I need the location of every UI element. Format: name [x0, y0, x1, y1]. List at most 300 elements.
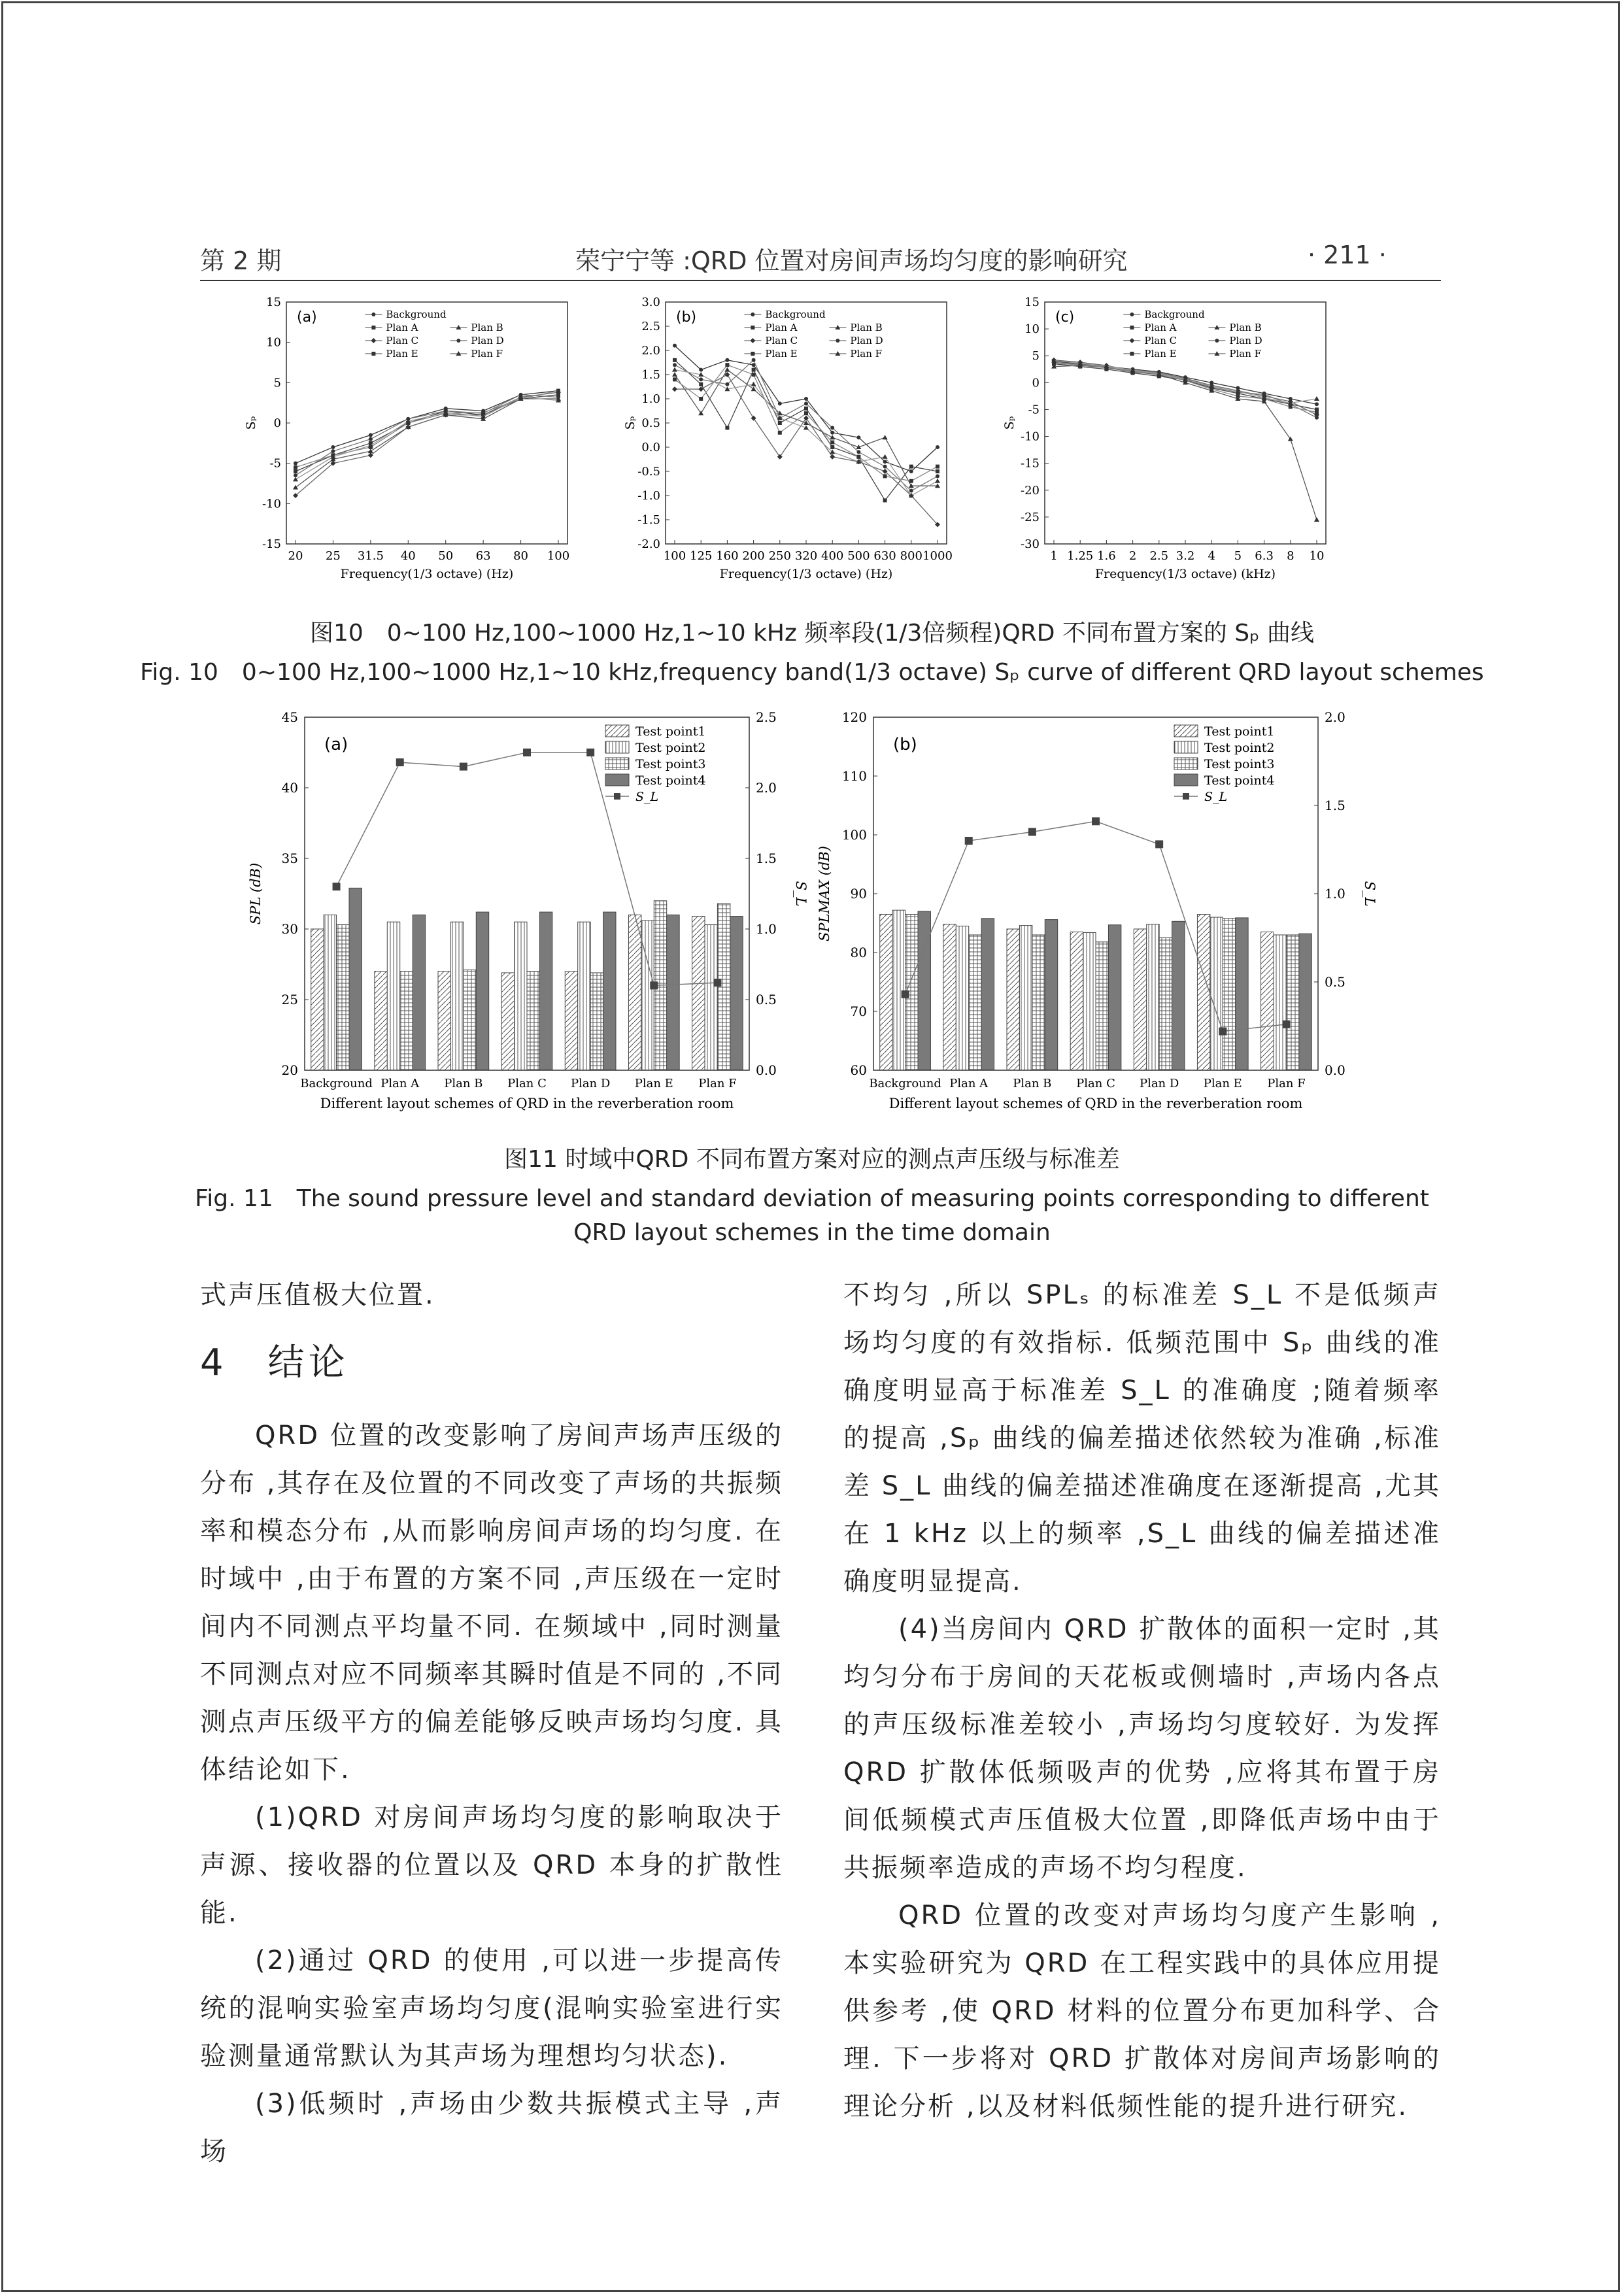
legend-marker	[1130, 326, 1134, 329]
fig11-caption-en-2: QRD layout schemes in the time domain	[573, 1219, 1051, 1246]
y2-tick-label: 1.5	[756, 851, 777, 866]
data-point	[1315, 411, 1319, 414]
x-tick-label: Plan F	[1267, 1077, 1306, 1090]
bar	[1083, 932, 1096, 1070]
fig10-caption-cn: 图10 0~100 Hz,100~1000 Hz,1~10 kHz 频率段(1/3倍频程)QRD 不同布置方案的 Sₚ 曲线	[309, 620, 1315, 647]
data-point	[294, 462, 297, 465]
bar	[1007, 929, 1019, 1070]
sl-point	[333, 883, 341, 890]
bar	[539, 912, 552, 1070]
bar	[1197, 915, 1210, 1071]
data-point	[369, 437, 373, 441]
data-point	[883, 498, 887, 502]
y-tick-label: -10	[1021, 430, 1040, 444]
legend-label: Plan F	[850, 348, 883, 360]
bar	[337, 925, 349, 1070]
bar	[476, 912, 488, 1070]
legend-label: Background	[1144, 309, 1205, 320]
series-line	[675, 360, 938, 501]
data-point	[830, 445, 834, 449]
y2-axis-label: S_L	[1362, 881, 1378, 907]
legend-swatch	[605, 758, 629, 769]
x-tick-label: 125	[690, 549, 713, 563]
body-paragraph: 式声压值极大位置.	[200, 1280, 435, 1310]
bar	[1172, 921, 1185, 1070]
data-point	[699, 368, 703, 372]
data-point	[1236, 394, 1240, 398]
legend-label: Plan D	[1229, 335, 1262, 346]
x-tick-label: 250	[768, 549, 791, 563]
data-point	[883, 460, 887, 464]
bar	[705, 925, 717, 1070]
bar	[667, 915, 679, 1070]
body-paragraph: (1)QRD 对房间声场均匀度的影响取决于声源、接收器的位置以及 QRD 本身的扩散性能.	[200, 1802, 783, 1928]
y-tick-label: -5	[1028, 403, 1040, 417]
legend-label: Test point3	[1204, 757, 1275, 771]
data-point	[294, 473, 297, 477]
y-tick-label: -5	[269, 456, 281, 471]
data-point	[883, 474, 887, 478]
legend-marker	[1129, 338, 1134, 343]
legend-swatch	[605, 725, 629, 737]
x-tick-label: 8	[1287, 549, 1294, 563]
sl-point	[1219, 1028, 1226, 1036]
y-tick-label: 40	[281, 780, 298, 796]
panel-label: (c)	[1055, 309, 1075, 326]
data-point	[725, 382, 729, 386]
x-tick-label: 160	[716, 549, 739, 563]
data-point	[725, 358, 729, 362]
x-tick-label: Background	[869, 1077, 941, 1090]
fig11-caption-en-1: Fig. 11 The sound pressure level and standard deviation of measuring points corresponding to different	[195, 1185, 1429, 1212]
x-tick-label: 1000	[922, 549, 953, 563]
legend-marker	[751, 312, 754, 316]
y-tick-label: -15	[1021, 456, 1040, 471]
header-page-number: · 211 ·	[1308, 241, 1387, 269]
x-tick-label: 3.2	[1176, 549, 1195, 563]
data-point	[331, 449, 335, 453]
y-tick-label: -30	[1021, 537, 1040, 551]
legend-swatch	[1174, 758, 1198, 769]
y-tick-label: 30	[281, 921, 298, 937]
series-line	[296, 392, 558, 496]
y-tick-label: 0.5	[641, 416, 660, 430]
legend-marker	[371, 312, 375, 316]
legend-label: Test point1	[635, 724, 706, 739]
header-title: 荣宁宁等 :QRD 位置对房间声场均匀度的影响研究	[575, 246, 1128, 275]
data-point	[909, 489, 913, 493]
y-tick-label: 120	[841, 709, 867, 725]
data-point	[830, 435, 835, 439]
data-point	[1289, 405, 1293, 409]
bar	[1223, 919, 1235, 1070]
legend-marker	[751, 326, 754, 329]
x-tick-label: Plan A	[949, 1077, 989, 1090]
legend-marker	[751, 352, 754, 356]
series-line	[1054, 360, 1317, 415]
bar	[603, 912, 616, 1070]
bar	[880, 915, 892, 1071]
body-paragraph: 不均匀 ,所以 SPLₛ 的标准差 S_L 不是低频声场均匀度的有效指标. 低频范围中 Sₚ 曲线的准确度明显高于标准差 S_L 的准确度 ;随着频率的提高 ,Sₚ 曲线的偏差描述依然较为准确 ,标准差 S_L 曲线的偏差描述准确度在逐渐提高 ,尤其在 1 kHz 以上的频率 ,S_L 曲线的偏差描述准确度明显提高.	[843, 1280, 1441, 1596]
body-paragraph: (3)低频时 ,声场由少数共振模式主导 ,声场	[200, 2089, 783, 2167]
bar	[413, 915, 425, 1070]
legend-marker	[614, 793, 620, 800]
x-tick-label: 40	[400, 549, 416, 563]
x-tick-label: 320	[794, 549, 818, 563]
data-point	[909, 465, 913, 469]
y-tick-label: 5	[1032, 349, 1040, 363]
data-point	[856, 435, 860, 439]
header-rule	[200, 280, 1441, 281]
legend-swatch	[605, 774, 629, 786]
bar	[918, 911, 930, 1070]
x-tick-label: Background	[300, 1077, 373, 1090]
bar	[692, 917, 705, 1070]
bar	[1274, 935, 1286, 1070]
bar	[515, 922, 527, 1070]
bar	[375, 971, 387, 1070]
bar	[527, 971, 539, 1070]
y-tick-label: 70	[850, 1004, 867, 1019]
x-tick-label: 1.6	[1097, 549, 1116, 563]
legend-label: Plan F	[1229, 348, 1262, 360]
data-point	[936, 469, 939, 473]
y-tick-label: 100	[841, 827, 867, 843]
sl-point	[1028, 828, 1036, 836]
bar	[628, 915, 641, 1070]
sl-point	[650, 981, 658, 989]
x-tick-label: 2.5	[1149, 549, 1169, 563]
panel-label: (a)	[324, 735, 348, 754]
sl-point	[460, 763, 467, 771]
body-paragraph: (2)通过 QRD 的使用 ,可以进一步提高传统的混响实验室声场均匀度(混响实验室进行实验测量通常默认为其声场为理想均匀状态).	[200, 1946, 783, 2071]
bar	[578, 922, 590, 1070]
data-point	[725, 363, 729, 367]
legend-label: Plan C	[1144, 335, 1177, 346]
y-tick-label: -25	[1021, 510, 1040, 524]
data-point	[830, 426, 834, 430]
y-tick-label: -15	[262, 537, 281, 551]
data-point	[830, 431, 834, 435]
y-tick-label: 90	[850, 886, 867, 902]
x-axis-label: Frequency(1/3 octave) (kHz)	[1094, 567, 1276, 581]
data-point	[293, 485, 298, 490]
bar	[438, 971, 450, 1070]
y-tick-label: 3.0	[641, 295, 660, 309]
x-axis-label: Frequency(1/3 octave) (Hz)	[719, 567, 893, 581]
legend-label: Plan B	[1229, 322, 1262, 333]
data-point	[936, 474, 939, 478]
y2-tick-label: 1.0	[1325, 886, 1345, 902]
sl-point	[1155, 840, 1163, 848]
y2-tick-label: 1.5	[1325, 798, 1345, 813]
y2-tick-label: 0.0	[1325, 1062, 1345, 1078]
data-point	[672, 386, 677, 392]
bar	[641, 920, 654, 1070]
y2-axis-label: S_L	[793, 881, 809, 907]
x-tick-label: 5	[1234, 549, 1242, 563]
bar	[1286, 935, 1298, 1070]
data-point	[778, 401, 782, 405]
y-tick-label: -0.5	[637, 465, 660, 479]
x-tick-label: 20	[288, 549, 303, 563]
legend-label: Plan B	[471, 322, 503, 333]
legend-label: Plan E	[1144, 348, 1177, 360]
data-point	[672, 372, 677, 377]
x-tick-label: 31.5	[357, 549, 384, 563]
data-point	[673, 363, 677, 367]
data-point	[752, 368, 756, 372]
panel-label: (a)	[297, 309, 317, 326]
data-point	[673, 358, 677, 362]
fig11b-chart	[811, 703, 1399, 1134]
data-point	[1314, 517, 1319, 522]
legend-label: Test point4	[635, 773, 706, 788]
fig11a-chart	[242, 703, 817, 1134]
legend-swatch	[1174, 774, 1198, 786]
y-tick-label: -10	[262, 497, 281, 511]
series-line	[296, 397, 558, 480]
bar	[1134, 929, 1146, 1070]
sl-point	[965, 837, 973, 845]
x-tick-label: 500	[847, 549, 870, 563]
data-point	[804, 397, 808, 401]
plot-frame	[286, 302, 567, 544]
x-tick-label: 100	[547, 549, 570, 563]
data-point	[294, 469, 297, 473]
legend-label: Background	[386, 309, 447, 320]
x-tick-label: Plan B	[444, 1077, 483, 1090]
y-axis-label: Sₚ	[623, 416, 637, 430]
legend-label: Test point2	[635, 741, 706, 755]
bar	[943, 924, 956, 1070]
y-tick-label: 20	[281, 1062, 298, 1078]
data-point	[699, 382, 703, 386]
bar	[956, 926, 968, 1071]
y-tick-label: -1.0	[637, 489, 660, 503]
x-tick-label: Plan A	[381, 1077, 420, 1090]
y-tick-label: -1.5	[637, 513, 660, 527]
data-point	[331, 445, 335, 449]
series-line	[675, 370, 938, 496]
y-tick-label: 15	[266, 295, 281, 309]
y-axis-label: Sₚ	[1002, 416, 1017, 430]
body-paragraph: (4)当房间内 QRD 扩散体的面积一定时 ,其均匀分布于房间的天花板或侧墙时 ,声场内各点的声压级标准差较小 ,声场均匀度较好. 为发挥 QRD 扩散体低频吸声的优势 ,应将其布置于房间低频模式声压值极大位置 ,即降低声场中由于共振频率造成的声场不均匀程度.	[843, 1614, 1441, 1883]
data-point	[1314, 396, 1319, 401]
data-point	[1315, 416, 1319, 420]
y-tick-label: -2.0	[637, 537, 660, 551]
bar	[1108, 925, 1121, 1070]
y-tick-label: -20	[1021, 483, 1040, 498]
data-point	[673, 377, 677, 381]
series-line	[1054, 365, 1317, 520]
data-point	[725, 426, 729, 430]
legend-label: Test point3	[635, 757, 706, 771]
x-tick-label: 63	[475, 549, 491, 563]
x-tick-label: Plan C	[507, 1077, 547, 1090]
series-line	[296, 395, 558, 471]
legend-marker	[1215, 339, 1219, 343]
x-tick-label: Plan E	[1203, 1077, 1242, 1090]
data-point	[830, 441, 834, 445]
data-point	[778, 431, 782, 435]
x-axis-label: Different layout schemes of QRD in the reverberation room	[888, 1096, 1303, 1111]
data-point	[751, 416, 756, 421]
data-point	[672, 367, 677, 372]
x-tick-label: 25	[325, 549, 341, 563]
y-tick-label: 25	[281, 992, 298, 1007]
legend-label: S_L	[635, 790, 659, 804]
y-axis-label: SPLMAX (dB)	[817, 845, 832, 942]
legend-label: Test point2	[1204, 741, 1275, 755]
bar	[1147, 924, 1159, 1070]
data-point	[556, 389, 560, 393]
header-issue: 第 2 期	[200, 246, 282, 275]
x-axis-label: Frequency(1/3 octave) (Hz)	[340, 567, 514, 581]
sl-point	[396, 758, 404, 766]
body-paragraph: QRD 位置的改变影响了房间声场声压级的分布 ,其存在及位置的不同改变了声场的共振频率和模态分布 ,从而影响房间声场的均匀度. 在时域中 ,由于布置的方案不同 ,声压级在一定时间内不同测点平均量不同. 在频域中 ,同时测量不同测点对应不同频率其瞬时值是不同的 ,不同测点声压级平方的偏差能够反映声场均匀度. 具体结论如下.	[200, 1421, 783, 1785]
bar	[1032, 935, 1045, 1070]
bar	[1159, 938, 1172, 1071]
bar	[450, 922, 463, 1070]
bar	[464, 970, 476, 1070]
y-tick-label: 0.0	[641, 441, 660, 454]
series-line	[1054, 362, 1317, 418]
fig10a-chart	[242, 288, 621, 601]
y-tick-label: 0	[1032, 376, 1040, 390]
legend-marker	[750, 338, 755, 343]
data-point	[751, 382, 756, 386]
bar	[324, 915, 336, 1070]
fig10b-chart	[621, 288, 1007, 601]
bar	[1261, 932, 1274, 1071]
x-tick-label: 50	[438, 549, 454, 563]
data-point	[935, 479, 940, 483]
data-point	[909, 479, 913, 483]
data-point	[936, 445, 939, 449]
y-axis-label: Sₚ	[244, 416, 258, 430]
data-point	[804, 401, 808, 405]
left-column	[200, 1272, 783, 2176]
y-tick-label: 1.5	[641, 368, 660, 382]
y2-tick-label: 1.0	[756, 921, 777, 937]
data-point	[752, 373, 756, 377]
x-tick-label: Plan D	[570, 1077, 611, 1090]
x-tick-label: 100	[663, 549, 686, 563]
y-tick-label: 10	[266, 335, 281, 350]
y2-tick-label: 0.5	[1325, 974, 1345, 990]
y2-tick-label: 0.5	[756, 992, 777, 1007]
y-tick-label: 60	[850, 1062, 867, 1078]
series-line	[296, 399, 558, 488]
x-axis-label: Different layout schemes of QRD in the reverberation room	[320, 1096, 734, 1111]
y-tick-label: 1.0	[641, 392, 660, 406]
y-tick-label: 15	[1024, 295, 1040, 309]
data-point	[909, 469, 913, 473]
y2-tick-label: 2.0	[756, 780, 777, 796]
y-tick-label: 2.0	[641, 344, 660, 358]
plot-frame	[1045, 302, 1326, 544]
legend-label: Plan B	[850, 322, 883, 333]
x-tick-label: 630	[873, 549, 896, 563]
legend-label: S_L	[1204, 790, 1228, 804]
legend-label: Plan E	[765, 348, 798, 360]
data-point	[856, 455, 860, 459]
legend-label: Test point1	[1204, 724, 1275, 739]
legend-label: Plan E	[386, 348, 418, 360]
bar	[400, 971, 413, 1070]
legend-label: Background	[765, 309, 826, 320]
bar	[501, 973, 514, 1070]
x-tick-label: 400	[821, 549, 844, 563]
data-point	[804, 411, 808, 415]
x-tick-label: 1.25	[1067, 549, 1094, 563]
legend-label: Plan D	[850, 335, 883, 346]
bar	[1236, 918, 1248, 1070]
legend-label: Test point4	[1204, 773, 1275, 788]
legend-swatch	[605, 741, 629, 753]
legend-marker	[371, 338, 376, 343]
legend-marker	[836, 339, 839, 343]
bar	[969, 935, 981, 1070]
data-point	[777, 454, 783, 460]
data-point	[883, 435, 888, 439]
bar	[1299, 934, 1311, 1070]
data-point	[936, 465, 939, 469]
data-point	[368, 448, 373, 453]
data-point	[481, 411, 485, 414]
y2-tick-label: 0.0	[756, 1062, 777, 1078]
bar	[1096, 942, 1108, 1070]
bar	[387, 922, 399, 1070]
bar	[1070, 932, 1083, 1071]
x-tick-label: 6.3	[1255, 549, 1274, 563]
legend-marker	[371, 352, 375, 356]
bar	[1045, 920, 1057, 1070]
legend-marker	[1130, 312, 1134, 316]
legend-label: Plan F	[471, 348, 503, 360]
data-point	[752, 358, 756, 362]
right-column	[843, 1272, 1441, 2131]
data-point	[830, 454, 835, 460]
sl-point	[713, 979, 721, 987]
sl-point	[1282, 1021, 1290, 1028]
sl-point	[586, 749, 594, 756]
legend-label: Plan A	[386, 322, 418, 333]
x-tick-label: 800	[900, 549, 922, 563]
x-tick-label: 200	[742, 549, 765, 563]
fig11-caption-cn: 图11 时域中QRD 不同布置方案对应的测点声压级与标准差	[504, 1146, 1120, 1173]
legend-marker	[456, 339, 460, 343]
bar	[565, 971, 577, 1070]
y2-tick-label: 2.0	[1325, 709, 1345, 725]
legend-marker	[371, 326, 375, 329]
x-tick-label: Plan C	[1076, 1077, 1115, 1090]
bar	[1019, 926, 1032, 1070]
x-tick-label: 1	[1050, 549, 1058, 563]
legend-marker	[1183, 793, 1189, 800]
x-tick-label: 2	[1128, 549, 1137, 563]
legend-marker	[1130, 352, 1134, 356]
bar	[1210, 917, 1223, 1070]
bar	[981, 919, 994, 1070]
sl-point	[523, 749, 531, 756]
y-tick-label: 80	[850, 945, 867, 960]
y-tick-label: 0	[273, 416, 281, 430]
legend-swatch	[1174, 725, 1198, 737]
data-point	[293, 477, 298, 481]
legend-label: Plan C	[765, 335, 798, 346]
